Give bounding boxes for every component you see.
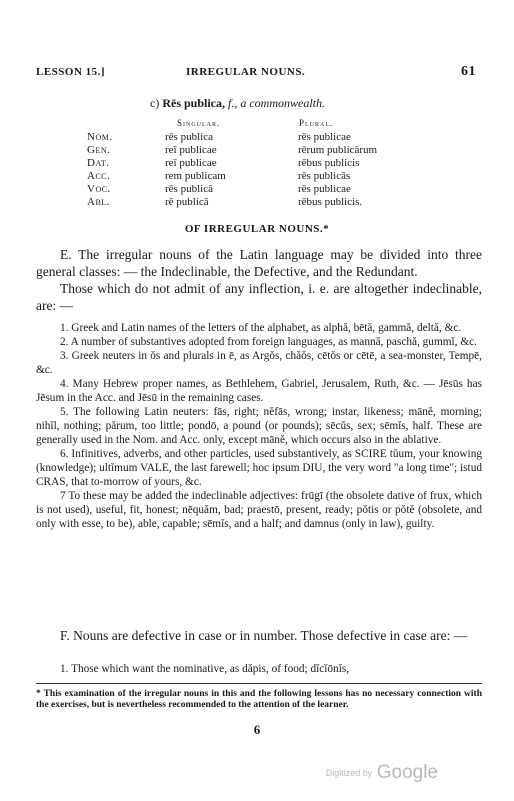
case-label: Abl. <box>87 196 110 208</box>
list-item: 2. A number of substantives adopted from foreign languages, as mannă, paschă, gummĭ, &c. <box>60 336 477 348</box>
plural-form: rērum publicārum <box>298 144 378 156</box>
list-item: 4. Many Hebrew proper names, as Bethlehem, Gabriel, Jerusalem, Ruth, &c. — Jēsūs has Jēsum in the Acc. and Jēsū in the remaining cases. <box>36 378 482 404</box>
case-label: Voc. <box>87 183 111 195</box>
list-item: 1. Those which want the nominative, as dăpis, of food; dĭcĭōnĭs, <box>60 663 350 675</box>
list-item: 1. Greek and Latin names of the letters of the alphabet, as alphă, bētă, gammă, deltă, &c. <box>60 322 462 334</box>
list-item: 7 To these may be added the indeclinable adjectives: frūgī (the obsolete dative of frux, which is not used), useful, fit, honest; nēquăm, bad; praestō, present, ready; pŏtis or pŏtĕ (obsolete, and only with esse, to be), able, capable; sēmĭs, and a half; and damnus (only in law), guilty. <box>36 490 482 530</box>
list-item: 3. Greek neuters in ŏs and plurals in ē, as Argŏs, chăŏs, cētŏs or cētē, a sea-monster, Tempē, &c. <box>36 350 482 376</box>
case-label: Dat. <box>87 157 110 169</box>
digitization-watermark <box>326 762 438 784</box>
watermark-brand: Google <box>376 762 438 783</box>
singular-form: rēs publică <box>165 183 213 195</box>
signature-mark: 6 <box>253 722 261 737</box>
paragraph-text: Those which do not admit of any inflection, i. e. are altogether indeclinable, are: — <box>36 281 482 313</box>
declension-meaning: a commonwealth. <box>240 96 326 110</box>
singular-header: Singular. <box>177 118 221 128</box>
case-label: Nom. <box>87 131 113 143</box>
declension-nominative: Rēs publica, <box>162 96 226 110</box>
plural-form: rēbus publicis. <box>298 196 363 208</box>
declension-label: c) <box>150 96 160 110</box>
plural-form: rēs publicās <box>298 170 351 182</box>
list-item: 6. Infinitives, adverbs, and other particles, used substantively, as SCIRE tŭum, your knowing (knowledge); ultĭmum VALE, the last farewell; hoc ipsum DIU, the very word "a long time"; istud CRAS, that to-morrow of yours, &c. <box>36 448 482 488</box>
singular-form: reī publicae <box>165 144 217 156</box>
chapter-title: IRREGULAR NOUNS. <box>186 66 306 78</box>
watermark-prefix: Digitized by <box>325 768 373 778</box>
case-label: Gen. <box>87 144 111 156</box>
lesson-label: LESSON 15.] <box>36 66 106 78</box>
page-number: 61 <box>461 64 476 79</box>
singular-form: rē publicā <box>165 196 209 208</box>
singular-form: rēs publica <box>165 131 213 143</box>
paragraph-text: F. Nouns are defective in case or in number. Those defective in case are: — <box>60 628 468 643</box>
footnote-divider <box>36 683 482 684</box>
running-header <box>36 64 476 82</box>
plural-form: rēs publicae <box>298 131 351 143</box>
paragraph-e <box>36 246 482 314</box>
section-title: OF IRREGULAR NOUNS.* <box>184 223 330 235</box>
singular-form: rem publicam <box>165 170 226 182</box>
plural-form: rēbus publicis <box>298 157 360 169</box>
indeclinable-list <box>36 321 482 531</box>
list-item: 5. The following Latin neuters: fās, right; nĕfās, wrong; instar, likeness; mānĕ, morning; nihĭl, nothing; părum, too little; pondō, a pound (or pounds); sēcŭs, sex; sēmĭs, half. These are generally used in the Nom. and Acc. only, except mānĕ, which occurs also in the ablative. <box>36 406 482 446</box>
plural-form: rēs publicae <box>298 183 351 195</box>
paragraph-f <box>36 627 482 644</box>
plural-header: Plural. <box>299 118 334 128</box>
declension-heading <box>150 96 325 111</box>
footnote: * This examination of the irregular nouns in this and the following lessons has no necessary connection with the exercises, but is nevertheless recommended to the attention of the learner. <box>36 689 482 710</box>
case-label: Acc. <box>87 170 111 182</box>
defective-list <box>36 662 482 676</box>
paragraph-text: E. The irregular nouns of the Latin language may be divided into three general classes: — the Indeclinable, the Defective, and the Redundant. <box>36 247 482 279</box>
singular-form: reī publicae <box>165 157 217 169</box>
declension-gender: f., <box>228 96 238 110</box>
